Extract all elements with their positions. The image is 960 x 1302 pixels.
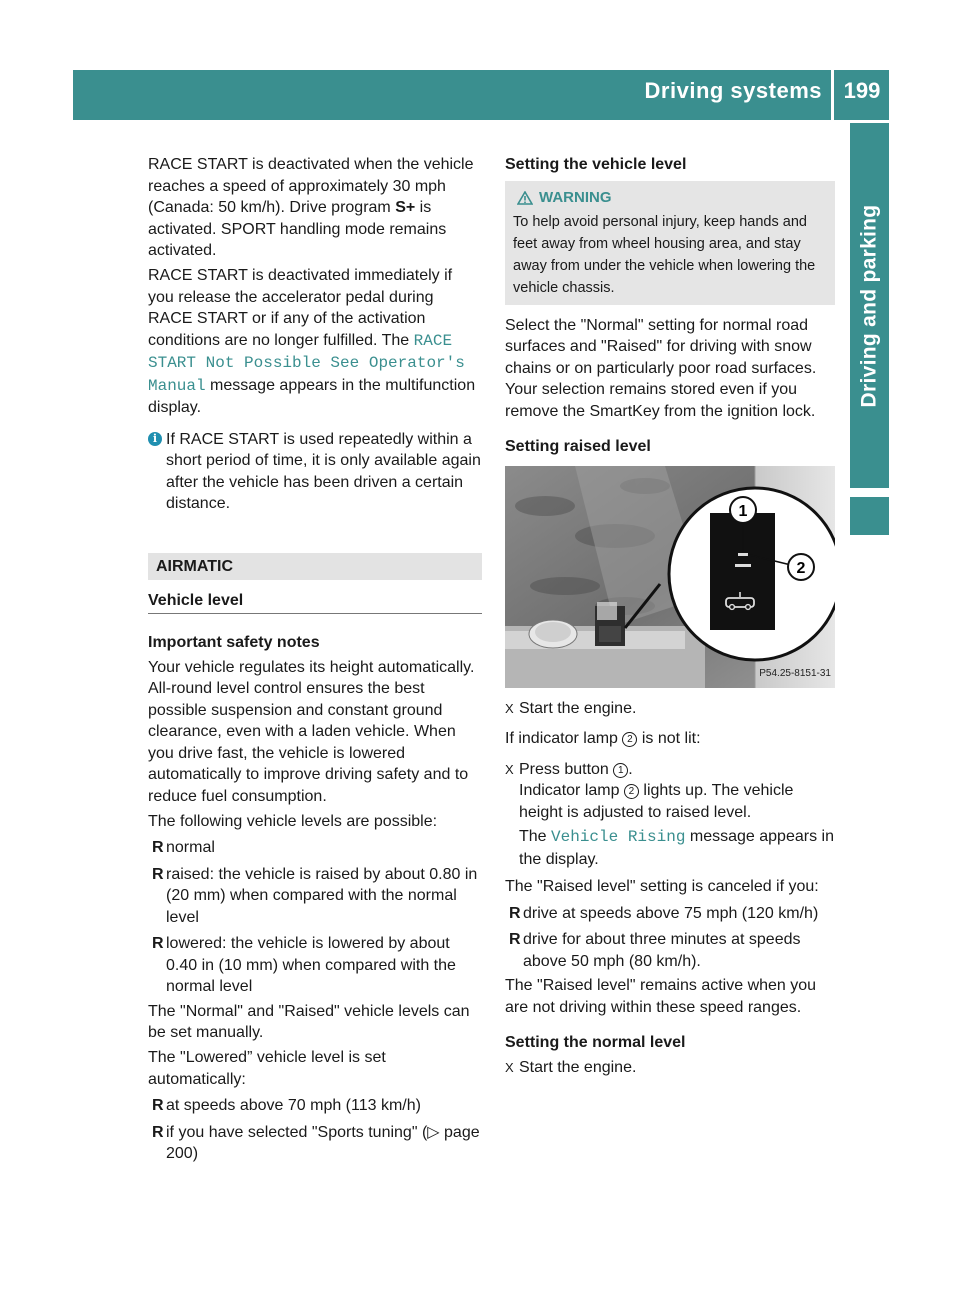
subsection-title: Vehicle level: [148, 590, 482, 615]
vehicle-level-button-photo: [505, 466, 835, 688]
side-tab-label: Driving and parking: [857, 204, 881, 407]
warning-text: To help avoid personal injury, keep hands and feet away from wheel housing area, and stay away from under the vehicle when lowering the vehicle chassis.: [513, 213, 816, 296]
callout-ref: 1: [613, 763, 628, 778]
warning-box: [505, 181, 835, 305]
paragraph-raised-active: The "Raised level" remains active when you are not driving within these speed ranges.: [505, 977, 817, 1016]
warning-triangle-icon: [517, 191, 533, 205]
paragraph-normal-raised: Select the "Normal" setting for normal road surfaces and "Raised" for driving with snow chains or on particularly poor road surfaces. Your selection remains stored even if you remove the SmartKey from the ignition lock.: [505, 316, 817, 420]
paragraph-vehicle-rising: The Vehicle Rising message appears in the display.: [519, 828, 834, 868]
page-section-title: Driving systems: [644, 78, 822, 103]
step-arrow-icon: X: [505, 700, 514, 716]
side-tab-label-wrap: [850, 123, 889, 488]
step-start-engine: X Start the engine.: [505, 698, 835, 720]
step-start-engine: X Start the engine.: [505, 1057, 835, 1079]
side-tab-marker: [850, 497, 889, 535]
display-message: Vehicle Rising: [551, 828, 686, 846]
list-item: R raised: the vehicle is raised by about 0.80 in (20 mm) when compared with the normal level: [152, 865, 478, 926]
left-column: [148, 154, 482, 1168]
heading-setting-normal-level: Setting the normal level: [505, 1034, 686, 1051]
warning-title: WARNING: [539, 188, 612, 206]
section-title: AIRMATIC: [148, 553, 482, 580]
callout-1: 1: [738, 502, 748, 520]
paragraph-indicator-condition: If indicator lamp 2 is not lit:: [505, 730, 701, 747]
callout-ref: 2: [622, 732, 637, 747]
step-arrow-icon: X: [505, 1059, 514, 1075]
list-item: R if you have selected "Sports tuning" (▷ page 200): [152, 1123, 480, 1162]
paragraph-level-control: Your vehicle regulates its height automatically. All-round level control ensures the best possible suspension and constant ground clearance, even with a laden vehicle. When you drive fast, the vehicle is lowered automatically to improve driving safety and to reduce fuel consumption.: [148, 658, 475, 805]
display-message: RACE START Not Possible See Operator's Manual: [148, 331, 465, 395]
list-item: R normal: [152, 839, 215, 856]
list-item: R drive at speeds above 75 mph (120 km/h): [509, 904, 819, 922]
page-number: 199: [843, 78, 881, 103]
header-separator: [831, 70, 834, 120]
list-item: R drive for about three minutes at speeds above 50 mph (80 km/h).: [509, 931, 801, 970]
step-press-button: X Press button 1 . Indicator lamp 2 lights up. The vehicle height is adjusted to raised level.: [505, 760, 794, 821]
info-icon: i: [148, 432, 162, 446]
right-column: [505, 154, 835, 1081]
paragraph-levels-intro: The following vehicle levels are possible:: [148, 812, 438, 830]
callout-2: 2: [796, 559, 806, 577]
paragraph-race-start-deactivation: RACE START is deactivated when the vehicle reaches a speed of approximately 30 mph (Canada: 50 km/h). Drive program S+ is activated. SPORT handling mode remains activated.: [148, 156, 474, 259]
info-note: i If RACE START is used repeatedly within a short period of time, it is only available again after the vehicle has been driven a certain distance.: [148, 429, 482, 515]
image-caption: P54.25-8151-31: [759, 668, 831, 679]
paragraph-race-start-immediate: RACE START is deactivated immediately if you release the accelerator pedal during RACE START or if any of the activation conditions are no longer fulfilled. The RACE START Not Possible See Operator's Manual message appears in the multifunction display.: [148, 267, 476, 416]
paragraph-manual-levels: The "Normal" and "Raised" vehicle levels can be set manually.: [148, 1002, 470, 1041]
paragraph-lowered-auto: The "Lowered” vehicle level is set automatically:: [148, 1049, 386, 1088]
safety-heading: Important safety notes: [148, 634, 320, 651]
list-item: R lowered: the vehicle is lowered by about 0.40 in (10 mm) when compared with the normal level: [152, 935, 456, 995]
heading-setting-vehicle-level: Setting the vehicle level: [505, 156, 687, 173]
callout-ref: 2: [624, 784, 639, 799]
list-item: R at speeds above 70 mph (113 km/h): [152, 1097, 421, 1114]
step-arrow-icon: X: [505, 761, 514, 777]
paragraph-raised-canceled: The "Raised level" setting is canceled if you:: [505, 878, 819, 895]
heading-setting-raised-level: Setting raised level: [505, 438, 651, 455]
console-illustration: [505, 466, 835, 688]
